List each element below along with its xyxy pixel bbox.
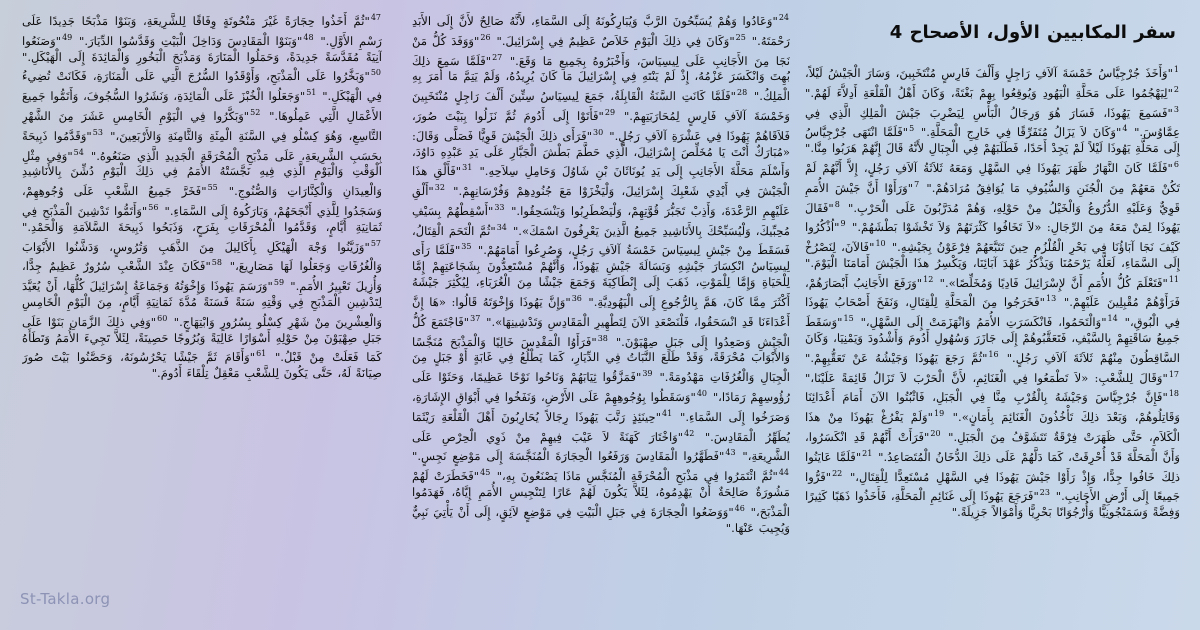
verse-number: 14 [1107, 314, 1118, 324]
verse-text: "فَسَمِعَ يَهُوذَا، فَسَارَ هُوَ وَرِجَالُ الْبَأْسِ لِيَضْرِبَ جَيْشَ الْمَلِكِ الَّذِي فِي عِمَّاوُسَ." [805, 105, 1180, 140]
verse-number: 22 [832, 468, 843, 478]
verse-text: "وَكَانَ لاَ يَزَالُ مُتَفَرِّقًا فِي خَارِجِ الْمَحَلَّةِ." [920, 125, 1122, 140]
verse-number: 33 [494, 202, 505, 212]
verse-text: "وَوَفَدَ كُلُّ مَنْ نَجَا مِنَ الأَجَانِبِ عَلَى لِيسِيَاسَ، وَأَخْبَرُوهُ بِجَمِيعِ مَا وَقَعَ." [412, 33, 790, 68]
verse-text: "فَرَأَى ذلِكَ الْجَيْشَ قَوِيًّا فَصَلَّى وَقَالَ: «مُبَارَكٌ أَنْتَ يَا مُخَلِّصَ إِسْرَائِيلَ، الَّذِي حَطَّمَ بَطْشَ الْجَبَّارِ عَلَى يَدِ عَبْدِهِ دَاوُدَ، وَأَسْلَمَ مَحَلَّةَ الأَجَانِبِ إِلَى يَدِ يُونَاثَانَ بْنِ شَاوُلَ وَحَامِلِ سِلاَحِهِ." [412, 128, 790, 179]
verse-text: "وَسَقَطَ جَمِيعُ سَاقَتِهِمْ بِالسَّيْفِ، فَتَعَقَّبُوهُمْ إِلَى جَازَرَ وَسُهُولِ أَدُومَ وَأَشْدُودَ وَيَمْنِيَا، وَكَانَ السَّاقِطُونَ مِنْهُمْ ثَلاَثَةَ آلاَفِ رَجُلٍ." [805, 315, 1180, 365]
verse-number: 52 [250, 107, 261, 117]
page-title: سفر المكابيين الأول، الأصحاح 4 [889, 22, 1176, 43]
verse-number: 5 [909, 124, 915, 134]
verse-text: "فَطَهَّرُوا الْمَقَادِسَ وَرَفَعُوا الْحِجَارَةَ الْمُنَجَّسَةَ إِلَى مَوْضِعٍ نَجِسٍ." [412, 449, 725, 464]
verse-number: 31 [462, 163, 473, 173]
verse-text: "وَبَخَّرُوا عَلَى الْمَذْبَحِ، وَأَوْقَدُوا السُّرُجَ الَّتِي عَلَى الْمَنَارَةِ، فَكَانَتْ تُضِيءُ فِي الْهَيْكَلِ." [22, 69, 382, 104]
verse-text: "وَقَدَّمُوا ذَبِيحَةً بِحَسَبِ الشَّرِيعَةِ، عَلَى مَذْبَحِ الْمُحْرَقَةِ الْجَدِيدِ الَّذِي صَنَعُوهُ." [22, 128, 382, 163]
verse-number: 30 [593, 127, 604, 137]
verse-text: "فَقَالَ يَهُوذَا لِمَنْ مَعَهُ مِنَ الرِّجَالِ: «لاَ تَخَافُوا كَثْرَتَهُمْ وَلاَ تَخْشَوْا بَطْشَهُمْ." [805, 200, 1180, 235]
verse-text: "ثُمَّ الْتَحَمَ الْقِتَالُ، فَسَقَطَ مِنْ جَيْشِ لِيسِيَاسَ خَمْسَةُ آلاَفِ رَجُلٍ، وَصُرِعُوا أَمَامَهُمْ." [412, 223, 790, 258]
verse-number: 50 [370, 68, 381, 78]
verse-text: "فَرُّوا جَمِيعًا إِلَى أَرْضِ الأَجَانِبِ." [805, 469, 1180, 504]
verse-number: 23 [1039, 488, 1050, 498]
verse-number: 49 [62, 32, 73, 42]
verse-text: "فَالآنَ، لِنَصْرُخْ إِلَى السَّمَاءِ، لَعَلَّهُ يَرْحَمُنَا وَيَذْكُرُ عَهْدَ آبَائِنَا، وَيَكْسِرُ هذَا الْجَيْشَ أَمَامَنَا الْيَوْمَ." [805, 239, 1180, 270]
verse-number: 37 [470, 313, 481, 323]
verse-text: "وَفِي ذلِكَ الزَّمَانِ بَنَوْا عَلَى جَبَلِ صِهْيَوْنَ مِنْ حَوْلِهِ أَسْوَارًا عَالِيَةً وَبُرُوجًا حَصِينَةً، لِئَلاَّ تَجِيءَ الأُمَمُ وَتَطَأَهُ كَمَا فَعَلَتْ مِنْ قَبْلُ." [22, 314, 382, 365]
verse-number: 9 [840, 219, 846, 229]
verse-number: 48 [303, 32, 314, 42]
verse-text: "وَرَأَوْا أَنَّ جَيْشَ الأُمَمِ قَوِيٌّ وَعَلَيْهِ الدُّرُوعُ وَالْخَيْلُ مِنْ حَوْلِهِ، وَهُمْ مُدَرَّبُونَ عَلَى الْحَرْبِ." [805, 180, 1180, 215]
chapter-text-part-2 [412, 10, 790, 536]
verse-text: "وَأَخَذَ جُرْجِيَّاسُ خَمْسَةَ آلاَفِ رَاجِلٍ وَأَلْفَ فَارِسٍ مُنْتَخَبِينَ، وَسَارَ الْجَيْشُ لَيْلاً، [805, 65, 1173, 80]
verse-number: 8 [834, 199, 840, 209]
verse-number: 29 [604, 107, 616, 117]
verse-text: "وَعَادُوا وَهُمْ يُسَبِّحُونَ الرَّبَّ وَيُبَارِكُونَهُ إِلَى السَّمَاءِ، لأَنَّهُ صَالِحٌ لأَنَّ إِلَى الأَبَدِ رَحْمَتَهُ." [412, 13, 790, 48]
verse-number: 53 [92, 127, 103, 137]
verse-text: "فَخَطَرَتْ لَهُمْ مَشُورَةٌ صَالِحَةٌ أَنْ يَهْدِمُوهُ، لِئَلاَّ يَكُونَ لَهُمْ عَارًا لِتَنْجِيسِ الأُمَمِ إِيَّاهُ، فَهَدَمُوا الْمَذْبَحَ،" [412, 468, 790, 519]
verse-text: "فَرَجَعَ يَهُوذَا إِلَى غَنَائِمِ الْمَحَلَّةِ، فَأَخَذُوا ذَهَبًا كَثِيرًا وَفِضَّةً وَسَمَنْجُونِيًّا وَأُرْجُوَانًا بَحْرِيًّا وَأَمْوَالاً جَزِيلَةً." [805, 489, 1180, 520]
verse-number: 61 [256, 349, 267, 359]
verse-text: "فَاجْتَمَعَ كُلُّ الْجَيْشِ وَصَعِدُوا إِلَى جَبَلِ صِهْيَوْنَ." [412, 314, 790, 349]
verse-text: "وَصَنَعُوا آنِيَةً مُقَدَّسَةً جَدِيدَةً، وَحَمَلُوا الْمَنَارَةَ وَمَذْبَحَ الْبَخُورِ وَالْمَائِدَةَ إِلَى الْهَيْكَلِ." [22, 33, 382, 64]
verse-text: "وَزَيَّنُوا وَجْهَ الْهَيْكَلِ بِأَكَالِيلَ مِنَ الذَّهَبِ وَتُرُوسٍ، وَدَشَّنُوا الأَبْوَابَ وَالْغُرُفَاتِ وَجَعَلُوا لَهَا مَصَارِيعَ،" [22, 239, 382, 274]
verse-number: 20 [930, 428, 941, 438]
verse-text: "فَأَلْقِ هذَا الْجَيْشَ فِي أَيْدِي شَعْبِكَ إِسْرَائِيلَ، وَلْيَخْزَوْا مَعَ جُنُودِهِمْ وَفُرْسَانِهِمْ." [412, 164, 790, 199]
chapter-text-part-3 [22, 10, 382, 382]
verse-text: "ثُمَّ رَجَعَ يَهُوذَا وَجَيْشُهُ عَنْ تَعَقُّبِهِمْ." [805, 350, 988, 365]
verse-text: "فَخَرَّ جَمِيعُ الشَّعْبِ عَلَى وُجُوهِهِمْ، وَسَجَدُوا لِلَّذِي أَنْجَحَهُمْ، وَبَارَكُوهُ إِلَى السَّمَاءِ." [22, 184, 382, 218]
verse-number: 12 [923, 274, 934, 284]
verse-number: 39 [642, 369, 653, 379]
verse-number: 58 [211, 258, 222, 268]
verse-number: 2 [1173, 84, 1179, 94]
verse-text: "وَبَنَوْا الْمَقَادِسَ وَدَاخِلَ الْبَيْتِ وَقَدَّسُوا الدِّيَارَ." [79, 33, 303, 48]
verse-text: "فَلَمَّا انْتَهَى جُرْجِيَّاسُ إِلَى مَحَلَّةِ يَهُوذَا لَيْلاً لَمْ يَجِدْ أَحَدًا، فَطَلَبَهُمْ فِي الْجِبَالِ لأَنَّهُ قَالَ إِنَّهُمْ هَرَبُوا مِنَّا." [805, 125, 1180, 156]
verse-number: 41 [662, 408, 673, 418]
verse-number: 21 [862, 448, 873, 458]
verse-number: 35 [461, 242, 472, 252]
verse-number: 60 [157, 313, 168, 323]
verse-text: "وَالْتَحَمُوا، فَانْكَسَرَتِ الأُمَمُ وَانْهَزَمَتْ إِلَى السَّهْلِ،" [860, 315, 1107, 330]
verse-number: 43 [725, 448, 736, 458]
verse-number: 27 [492, 52, 503, 62]
verse-number: 32 [434, 183, 445, 193]
verse-text: "وَسَقَطُوا بِوُجُوهِهِمْ عَلَى الأَرْضِ، وَنَفَخُوا فِي أَبْوَاقِ الإِشَارَةِ، وَصَرَخُوا إِلَى السَّمَاءِ." [412, 389, 790, 424]
verse-number: 59 [273, 278, 285, 288]
verse-text: "فَلَمَّا عَايَنُوا ذلِكَ خَافُوا جِدًّا، وَإِذْ رَأَوْا جَيْشَ يَهُوذَا فِي السَّهْلِ مُسْتَعِدًّا لِلْقِتَالِ،" [805, 449, 1180, 484]
verse-text: "وَبَكَّرُوا فِي الْيَوْمِ الْخَامِسِ عَشَرَ مِنَ الشَّهْرِ التَّاسِعِ، وَهُوَ كِسْلُو فِي السَّنَةِ الْمِئَةِ وَالثَّامِنَةِ وَالأَرْبَعِينَ،" [22, 108, 382, 143]
verse-text: "فَرَأَتْ أَنَّهُمْ قَدِ انْكَسَرُوا، وَأَنَّ الْمَحَلَّةَ قَدْ أُحْرِقَتْ، كَمَا دَلَّهُمْ عَلَى ذلِكَ الدُّخَانُ الْمُتَصَاعِدُ." [805, 429, 1180, 464]
verse-text: "فَخَرَجُوا مِنَ الْمَحَلَّةِ لِلْقِتَالِ، وَنَفَخَ أَصْحَابُ يَهُوذَا فِي الْبُوقِ،" [805, 295, 1180, 330]
verse-text: "وَأَقَامَ ثَمَّ جَيْشًا يَحْرُسُونَهُ، وَحَصَّنُوا بَيْتَ صُورَ صِيَانَةً لَهُ، حَتَّى يَكُونَ لِلشَّعْبِ مَعْقِلٌ تِلْقَاءَ أَدُومَ." [22, 350, 382, 381]
verse-number: 13 [1046, 294, 1057, 304]
verse-text: "فَتَعْلَمَ كُلُّ الأُمَمِ أَنَّ لإِسْرَائِيلَ فَادِيًا وَمُخَلِّصًا»." [939, 275, 1168, 290]
verse-number: 47 [370, 13, 381, 22]
verse-text: "وَرَفَعَ الأَجَانِبُ أَبْصَارَهُمْ، فَرَأَوْهُمْ مُقْبِلِينَ عَلَيْهِمْ." [805, 275, 1180, 310]
verse-text: "وَاخْتَارَ كَهَنَةً لاَ عَيْبَ فِيهِمْ مِنْ ذَوِي الْحِرْصِ عَلَى الشَّرِيعَةِ،" [412, 429, 790, 464]
verse-number: 46 [734, 503, 745, 513]
verse-text: "أَلْقِ عَلَيْهِمِ الرَّعْدَةَ، وَأَذِبْ تَجَبُّرَ قُوَّتِهِمْ، وَلْيَضْطَرِبُوا وَيَنْسَحِقُوا." [412, 184, 790, 218]
verse-text: "فَلَمَّا كَانَ النَّهَارُ ظَهَرَ يَهُوذَا فِي السَّهْلِ وَمَعَهُ ثَلاَثَةُ آلاَفِ رَجُلٍ، إِلاَّ أَنَّهُمْ لَمْ تَكُنْ مَعَهُمْ مِنَ الْجُنَنِ وَالسُّيُوفِ مَا يُوَافِقُ مُرَادَهُمْ." [805, 160, 1180, 195]
verse-text: "ثُمَّ أَخَذُوا حِجَارَةً غَيْرَ مَنْحُوتَةٍ وِفَاقًا لِلشَّرِيعَةِ، وَبَنَوْا مَذْبَحًا جَدِيدًا عَلَى رَسْمِ الأَوَّلِ." [22, 13, 382, 48]
verse-text: "وَفِي مِثْلِ الْوَقْتِ وَالْيَوْمِ الَّذِي فِيهِ نَجَّسَتْهُ الأُمَمُ فِي ذلِكَ الْيَوْمِ دُشِّنَ بِالأَنَاشِيدِ وَالْعِيدَانِ وَالْكِنَّارَاتِ وَالصُّنُوجِ." [22, 148, 382, 199]
verse-number: 6 [1173, 159, 1179, 169]
verse-number: 44 [778, 468, 789, 478]
verse-text: "وَوَضَعُوا الْحِجَارَةَ فِي جَبَلِ الْبَيْتِ فِي مَوْضِعٍ لاَئِقٍ، إِلَى أَنْ يَأْتِيَ نَبِيٌّ وَيُجِيبَ عَنْهَا." [412, 504, 790, 535]
verse-number: 54 [73, 147, 84, 157]
verse-number: 25 [735, 32, 746, 42]
chapter-text-part-1 [805, 62, 1180, 521]
verse-text: "وَكَانَ فِي ذلِكَ الْيَوْمِ خَلاَصٌ عَظِيمٌ فِي إِسْرَائِيلَ." [496, 33, 735, 48]
text-column-3 [22, 10, 382, 622]
verse-text: "فَلَمَّا رَأَى لِيسِيَاسُ انْكِسَارَ جَيْشِهِ وَبَسَالَةَ جَيْشِ يَهُوذَا، وَأَنَّهُمْ مُسْتَعِدُّونَ بِشَجَاعَتِهِمْ إِمَّا لِلْحَيَاةِ وَإِمَّا لِلْمَوْتِ، ذَهَبَ إِلَى إِنْطَاكِيَةَ وَجَمَعَ جَيْشًا مِنَ الْغُرَبَاءِ، لِيُكْثِرَ جَيْشَهُ أَكْثَرَ مِمَّا كَانَ، هَمَّ بِالرُّجُوعِ إِلَى الْيَهُودِيَّةِ." [412, 243, 790, 309]
verse-number: 57 [370, 238, 381, 248]
text-column-1 [805, 14, 1180, 626]
verse-text: "وَلَمْ يَفْرُغْ يَهُوذَا مِنْ هذَا الْكَلاَمِ، حَتَّى ظَهَرَتْ فِرْقَةٌ تَتَشَوَّفُ مِنَ الْجَبَلِ." [805, 410, 1180, 444]
verse-number: 19 [933, 409, 945, 419]
verse-text: "فَكَانَ عِنْدَ الشَّعْبِ سُرُورٌ عَظِيمٌ جِدًّا، وَأُزِيلَ تَعْيِيرُ الأُمَمِ." [22, 259, 382, 293]
verse-number: 24 [778, 13, 789, 22]
verse-number: 10 [875, 239, 886, 249]
verse-text: "فَأَتَوْا إِلَى أَدُومَ ثُمَّ نَزَلُوا بِبَيْتَ صُورَ، فَلاَقَاهُمْ يَهُوذَا فِي عَشْرَةِ آلاَفِ رَجُلٍ." [412, 108, 790, 143]
verse-number: 42 [684, 428, 695, 438]
verse-number: 34 [496, 222, 507, 232]
verse-text: "وَرَسَمَ يَهُوذَا وَإِخْوَتُهُ وَجَمَاعَةُ إِسْرَائِيلَ كُلُّهَا، أَنْ يُعَيَّدَ لِتَدْشِينِ الْمَذْبَحِ فِي وَقْتِهِ سَنَةً فَسَنَةً مُدَّةَ ثَمَانِيَةِ أَيَّامٍ، مِنَ الْيَوْمِ الْخَامِسِ وَالْعِشْرِينَ مِنْ شَهْرِ كِسْلُو بِسُرُورٍ وَابْتِهَاجٍ." [22, 279, 382, 329]
site-watermark: St-Takla.org [20, 590, 111, 608]
verse-text: "فَرَأَوُا الْمَقْدِسَ خَالِيًا وَالْمَذْبَحَ مُنَجَّسًا وَالأَبْوَابَ مُحْرَقَةً، وَقَدْ طَلَعَ النَّبَاتُ فِي الدِّيَارِ، كَمَا يَطْلُعُ فِي غَابَةٍ أَوْ جَبَلٍ مِنَ الْجِبَالِ وَالْغُرُفَاتِ مَهْدُومَةً." [412, 334, 790, 385]
verse-number: 4 [1122, 124, 1128, 134]
verse-number: 45 [480, 468, 491, 478]
verse-number: 28 [737, 88, 748, 98]
verse-text: "أَسْقِطْهُمْ بِسَيْفِ مُحِبِّيكَ، وَلْيُسَبِّحْكَ بِالأَنَاشِيدِ جَمِيعُ الَّذِينَ يَعْرِفُونَ اسْمَكَ»." [412, 203, 790, 238]
verse-number: 36 [571, 294, 582, 304]
verse-text: "ثُمَّ ائْتَمَرُوا فِي مَذْبَحِ الْمُحْرَقَةِ الْمُنَجَّسِ مَاذَا يَصْنَعُونَ بِهِ،" [496, 468, 778, 483]
verse-text: "فَلَمَّا سَمِعَ ذلِكَ بُهِتَ وَانْكَسَرَ عَزْمُهُ، إِذْ لَمْ يَنْتَهِ فِي إِسْرَائِيلَ مَا كَانَ يُرِيدُهُ، وَلَمْ يَتِمَّ مَا أَمَرَ بِهِ الْمَلِكُ." [412, 53, 790, 104]
verse-number: 40 [696, 389, 707, 399]
verse-number: 56 [148, 202, 159, 212]
verse-number: 7 [914, 179, 920, 189]
verse-number: 26 [480, 32, 491, 42]
verse-text: "حِينَئِذٍ رَتَّبَ يَهُوذَا رِجَالاً يُحَارِبُونَ أَهْلَ الْقَلْعَةِ رَيْثَمَا يُطَهِّرُ الْمَقَادِسَ." [412, 409, 790, 444]
verse-text: "فَلَمَّا كَانَتِ السَّنَةُ الْقَابِلَةُ، جَمَعَ لِيسِيَاسُ سِتِّينَ أَلْفَ رَاجِلٍ مُنْتَخَبِينَ وَخَمْسَةَ آلاَفِ فَارِسٍ لِمُحَارَبَتِهِمْ." [412, 89, 790, 123]
verse-number: 16 [988, 349, 999, 359]
verse-text: "وَجَعَلُوا الْخُبْزَ عَلَى الْمَائِدَةِ، وَنَشَرُوا السُّجُوفَ، وَأَتَمُّوا جَمِيعَ الأَعْمَالِ الَّتِي عَمِلُوهَا." [22, 89, 382, 123]
verse-text: "فَمَزَّقُوا ثِيَابَهُمْ وَنَاحُوا نَوْحًا عَظِيمًا، وَحَثَوْا عَلَى رُؤُوسِهِمْ رَمَادًا،" [412, 370, 790, 404]
verse-text: "وَقَالَ لِلشَّعْبِ: «لاَ تَطْمَعُوا فِي الْغَنَائِمِ، لأَنَّ الْحَرْبَ لاَ تَزَالُ قَائِمَةً عَلَيْنَا،" [805, 370, 1168, 385]
verse-number: 15 [843, 314, 854, 324]
verse-number: 38 [597, 333, 608, 343]
verse-text: "لِيَهْجُمُوا عَلَى مَحَلَّةِ الْيَهُودِ وَيُوقِعُوا بِهِمْ بَغْتَةً، وَكَانَ أَهْلُ الْقَلْعَةِ أَدِلاَّءَ لَهُمْ." [805, 85, 1173, 100]
verse-number: 3 [1173, 104, 1179, 114]
verse-number: 55 [207, 183, 218, 193]
verse-text: "فَإِنَّ جُرْجِيَّاسَ وَجَيْشَهُ بِالْقُرْبِ مِنَّا فِي الْجَبَلِ، فَاثْبُتُوا الآنَ أَمَامَ أَعْدَائِنَا وَقَاتِلُوهُمْ، وَبَعْدَ ذلِكَ تَأْخُذُونَ الْغَنَائِمَ بِأَمَانٍ»." [805, 390, 1180, 425]
verse-number: 17 [1168, 369, 1179, 379]
verse-text: "اُذْكُرُوا كَيْفَ نَجَا آبَاؤُنَا فِي بَحْرِ الْقُلْزُمِ حِينَ تَتَبَّعَهُمْ فِرْعَوْنُ بِجَيْشِهِ." [805, 220, 1180, 254]
verse-number: 51 [306, 88, 317, 98]
text-column-2 [412, 10, 790, 622]
verse-number: 11 [1168, 274, 1180, 284]
verse-text: "وَأَتَمُّوا تَدْشِينَ الْمَذْبَحِ فِي ثَمَانِيَةِ أَيَّامٍ، وَقَدَّمُوا الْمُحْرَقَاتِ بِفَرَحٍ، وَذَبَحُوا ذَبِيحَةَ السَّلاَمَةِ وَالْحَمْدِ." [22, 203, 382, 234]
verse-number: 18 [1168, 389, 1179, 399]
verse-number: 1 [1173, 65, 1179, 74]
verse-text: "وَإِنَّ يَهُوذَا وَإِخْوَتَهُ قَالُوا: «هَا إِنَّ أَعْدَاءَنَا قَدِ انْسَحَقُوا، فَلْنَصْعَدِ الآنَ لِتَطْهِيرِ الْمَقَادِسِ وَتَدْشِينِهَا»." [412, 294, 790, 329]
